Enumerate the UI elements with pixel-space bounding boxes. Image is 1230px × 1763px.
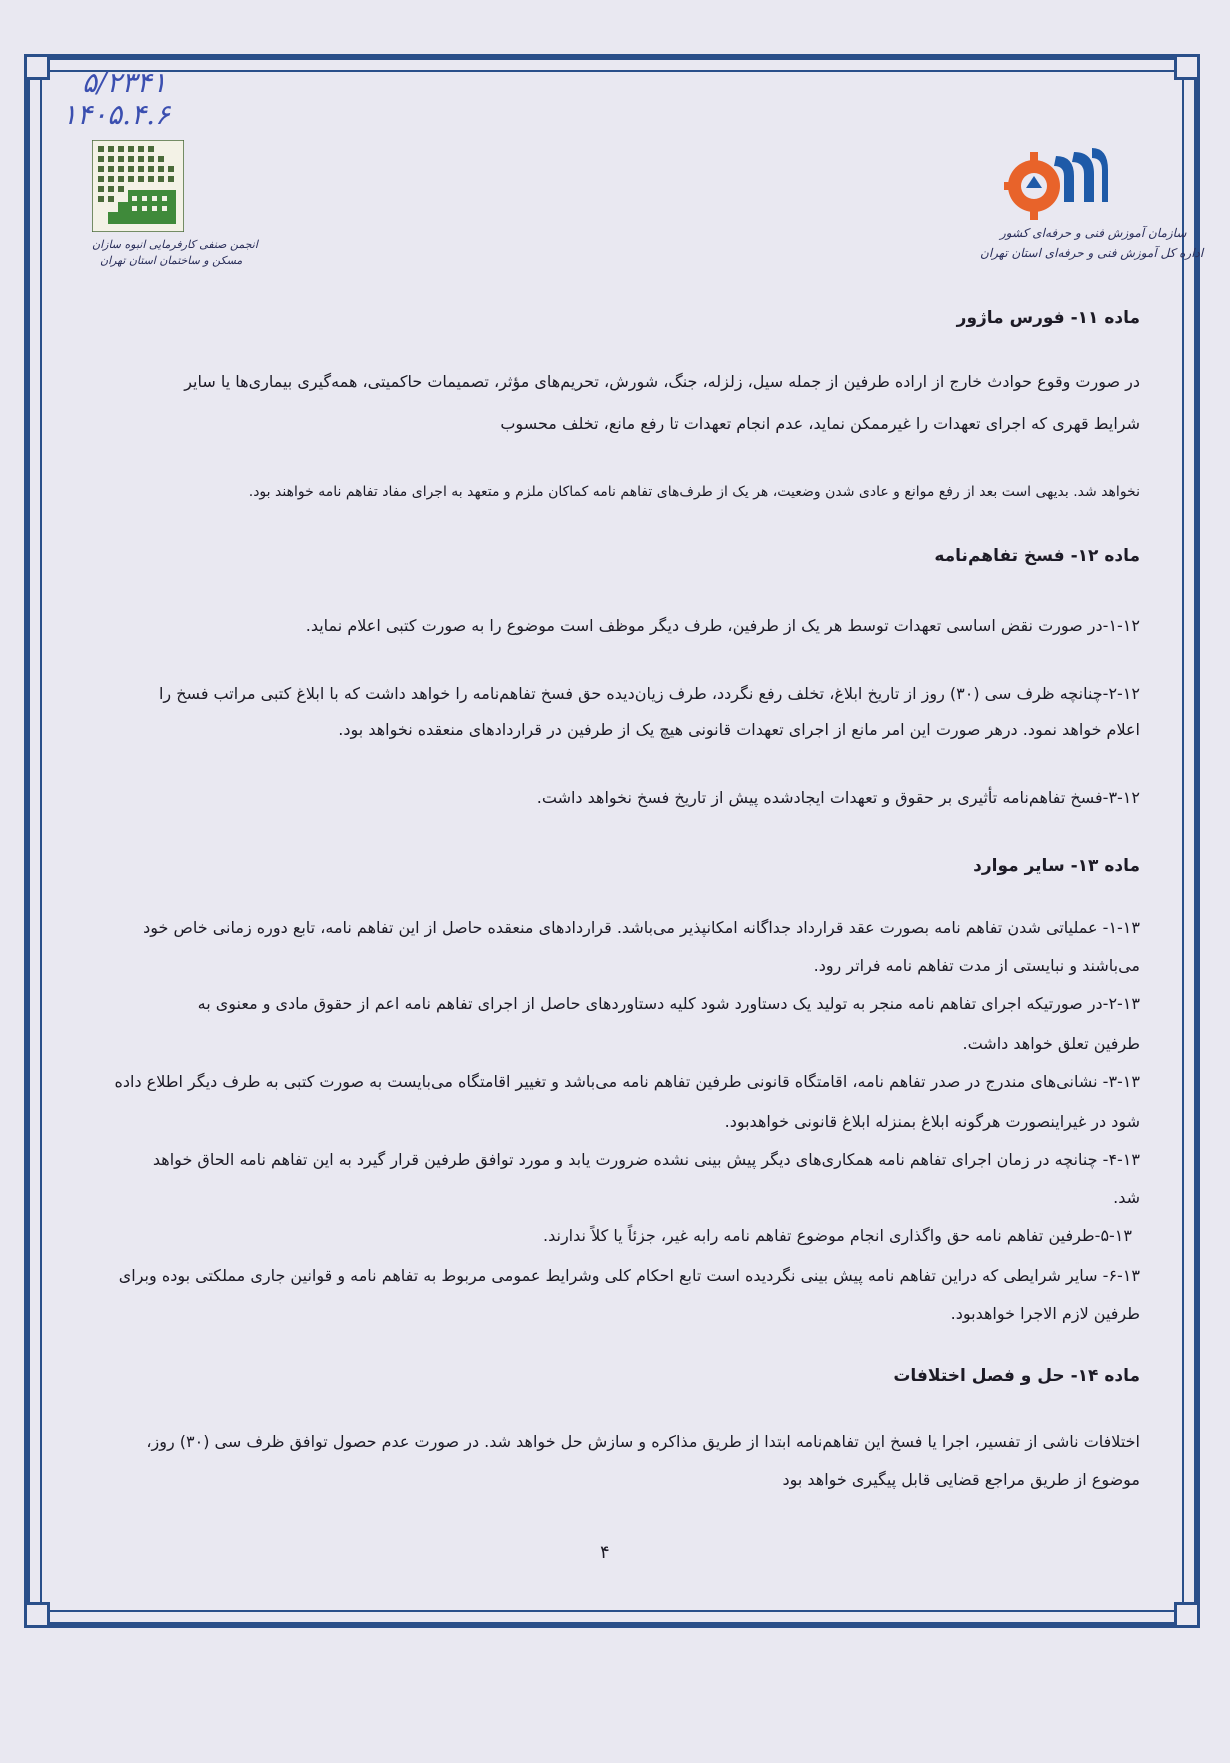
clause-13-6: ۶-۱۳- سایر شرایطی که دراین تفاهم نامه پیش بینی نگردیده است تابع احکام کلی وشرایط عمومی مربوط به تفاهم نامه و قوانین جاری مملکتی بوده وبرای xyxy=(118,1266,1140,1285)
border-corner xyxy=(24,54,50,80)
clause-13-3: شود در غیراینصورت هرگونه ابلاغ بمنزله ابلاغ قانونی خواهدبود. xyxy=(724,1112,1140,1131)
article-14-paragraph: اختلافات ناشی از تفسیر، اجرا یا فسخ این تفاهم‌نامه ابتدا از طریق مذاکره و سازش حل خواهد شد. در صورت عدم حصول توافق ظرف سی (۳۰) روز، xyxy=(146,1432,1140,1451)
border-corner xyxy=(1174,54,1200,80)
article-11-paragraph: در صورت وقوع حوادث خارج از اراده طرفین از جمله سیل، زلزله، جنگ، شورش، تحریم‌های مؤثر، تصمیمات حاکمیتی، همه‌گیری بیماری‌ها یا سایر xyxy=(184,372,1140,391)
organization-logo-caption: اداره کل آموزش فنی و حرفه‌ای استان تهران xyxy=(980,246,1204,260)
clause-12-1: ۱-۱۲-در صورت نقض اساسی تعهدات توسط هر یک از طرفین، طرف دیگر موظف است موضوع را به صورت کتبی اعلام نماید. xyxy=(305,616,1140,635)
article-11-paragraph: نخواهد شد. بدیهی است بعد از رفع موانع و عادی شدن وضعیت، هر یک از طرف‌های تفاهم نامه کماکان ملزم و متعهد به اجرای مفاد تفاهم نامه خواهند بود. xyxy=(248,484,1140,500)
page-number: ۴ xyxy=(600,1542,610,1563)
clause-13-4: ۴-۱۳- چنانچه در زمان اجرای تفاهم نامه همکاری‌های دیگر پیش بینی نشده ضرورت یابد و مورد توافق طرفین قرار گیرد به این تفاهم نامه الحاق خواهد xyxy=(152,1150,1140,1169)
association-logo-caption: مسکن و ساختمان استان تهران xyxy=(100,254,243,267)
clause-13-1: می‌باشند و نبایستی از مدت تفاهم نامه فراتر رود. xyxy=(813,956,1140,975)
article-14-heading: ماده ۱۴- حل و فصل اختلافات xyxy=(893,1366,1140,1386)
article-11-heading: ماده ۱۱- فورس ماژور xyxy=(956,308,1140,328)
clause-13-6: طرفین لازم الاجرا خواهدبود. xyxy=(950,1304,1140,1323)
article-14-paragraph: موضوع از طریق مراجع قضایی قابل پیگیری خواهد بود xyxy=(782,1470,1140,1489)
clause-13-4: شد. xyxy=(1113,1188,1140,1207)
clause-13-5: ۵-۱۳-طرفین تفاهم نامه حق واگذاری انجام موضوع تفاهم نامه رابه غیر، جزئاً یا کلاً ندارند. xyxy=(543,1226,1132,1245)
article-13-heading: ماده ۱۳- سایر موارد xyxy=(973,856,1140,876)
border-corner xyxy=(24,1602,50,1628)
clause-12-3: ۳-۱۲-فسخ تفاهم‌نامه تأثیری بر حقوق و تعهدات ایجادشده پیش از تاریخ فسخ نخواهد داشت. xyxy=(536,788,1140,807)
association-logo-caption: انجمن صنفی کارفرمایی انبوه سازان xyxy=(92,238,258,251)
organization-logo-caption: سازمان آموزش فنی و حرفه‌ای کشور xyxy=(1000,226,1187,240)
border-corner xyxy=(1174,1602,1200,1628)
organization-logo xyxy=(1004,146,1108,224)
handwritten-date: ۱۴۰۵.۴.۶ xyxy=(62,98,171,131)
clause-13-3: ۳-۱۳- نشانی‌های مندرج در صدر تفاهم نامه، اقامتگاه قانونی طرفین تفاهم نامه می‌باشد و تغییر اقامتگاه می‌بایست به صورت کتبی به طرف دیگر اطلاع داده xyxy=(114,1072,1140,1091)
clause-13-2: طرفین تعلق خواهد داشت. xyxy=(962,1034,1140,1053)
clause-13-1: ۱-۱۳- عملیاتی شدن تفاهم نامه بصورت عقد قرارداد جداگانه امکانپذیر می‌باشد. قراردادهای منعقده حاصل از این تفاهم نامه، تابع دوره زمانی خاص خود xyxy=(143,918,1140,937)
association-logo xyxy=(92,140,184,232)
clause-12-2: ۲-۱۲-چنانچه ظرف سی (۳۰) روز از تاریخ ابلاغ، تخلف رفع نگردد، طرف زیان‌دیده حق فسخ تفاهم‌نامه را خواهد داشت که با ابلاغ کتبی مراتب فسخ را xyxy=(158,684,1140,703)
clause-13-2: ۲-۱۳-در صورتیکه اجرای تفاهم نامه منجر به تولید یک دستاورد شود کلیه دستاوردهای حاصل از اجرای تفاهم نامه اعم از حقوق مادی و معنوی به xyxy=(197,994,1140,1013)
article-12-heading: ماده ۱۲- فسخ تفاهم‌نامه xyxy=(934,546,1140,566)
article-11-paragraph: شرایط قهری که اجرای تعهدات را غیرممکن نماید، عدم انجام تعهدات تا رفع مانع، تخلف محسوب xyxy=(500,414,1140,433)
clause-12-2: اعلام خواهد نمود. درهر صورت این امر مانع از اجرای تعهدات قانونی هیچ یک از طرفین در قراردادهای منعقده نخواهد بود. xyxy=(338,720,1140,739)
handwritten-number: ۵/۲۳۴۱ xyxy=(82,66,167,99)
